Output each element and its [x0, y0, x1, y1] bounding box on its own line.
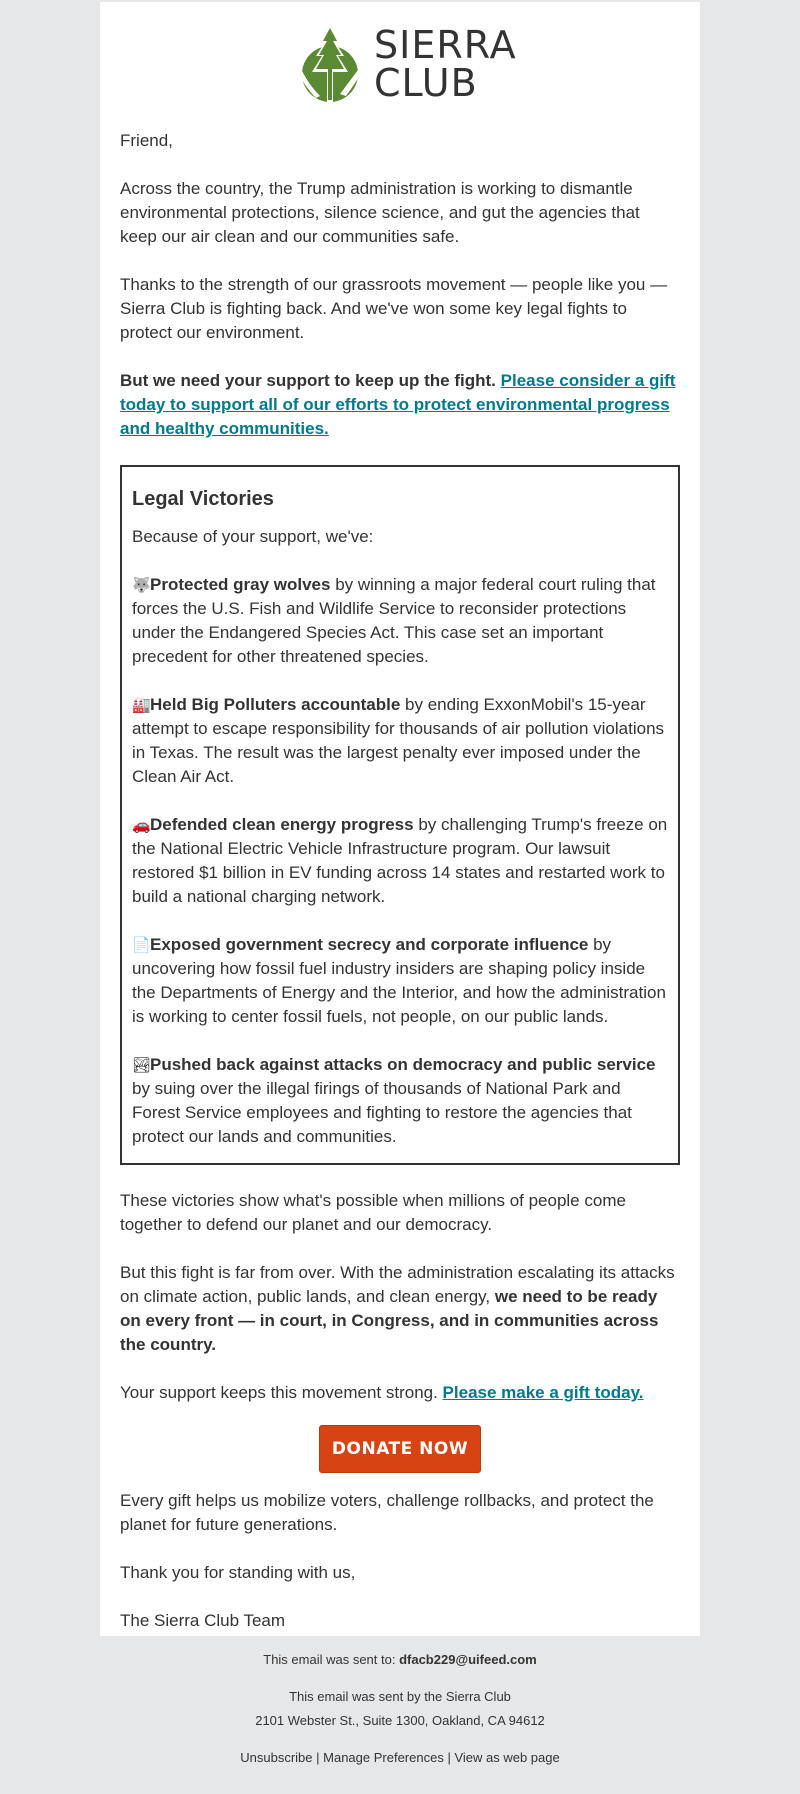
donate-now-button[interactable]: DONATE NOW: [319, 1425, 481, 1473]
paragraph-fight: But this fight is far from over. With the administration escalating its attacks on climate action, public lands, and clean energy, we need to be ready on every front — in court, in Congress, and in communities across the country.: [120, 1263, 675, 1354]
victory-item: [132, 693, 668, 789]
email-card: [100, 2, 700, 1636]
victory-text: by winning a major federal court ruling that forces the U.S. Fish and Wildlife Service to reconsider protections under the Endangered Species Act. This case set an important precedent for other threatened species.: [132, 575, 656, 666]
mailing-address: 2101 Webster St., Suite 1300, Oakland, CA 94612: [255, 1713, 545, 1728]
victory-text: by suing over the illegal firings of thousands of National Park and Forest Service employees and fighting to restore the agencies that protect our lands and communities.: [132, 1079, 632, 1146]
car-icon: 🚗: [132, 816, 151, 834]
gift-link[interactable]: Please consider a gift today to support all of our efforts to protect environmental progress and healthy communities.: [120, 371, 676, 438]
fight-bold: we need to be ready on every front — in court, in Congress, and in communities across the country.: [120, 1287, 659, 1354]
paragraph-grassroots: Thanks to the strength of our grassroots movement — people like you — Sierra Club is fighting back. And we've won some key legal fights to protect our environment.: [120, 275, 668, 342]
paragraph-victories-show: These victories show what's possible when millions of people come together to defend our planet and our democracy.: [120, 1191, 626, 1234]
document-icon: 📄: [132, 936, 151, 954]
victory-bold: Defended clean energy progress: [150, 815, 414, 834]
greeting: Friend,: [120, 131, 173, 150]
signature: The Sierra Club Team: [120, 1611, 286, 1630]
view-web-page-link[interactable]: View as web page: [454, 1750, 560, 1765]
victory-item: [132, 813, 668, 909]
signoff: Thank you for standing with us,: [120, 1563, 356, 1582]
sent-by-line: This email was sent by the Sierra Club: [289, 1689, 511, 1704]
paragraph-appeal: [120, 369, 680, 441]
sierra-club-logo[interactable]: [290, 22, 517, 105]
unsubscribe-link[interactable]: Unsubscribe: [240, 1750, 313, 1765]
victory-text: by uncovering how fossil fuel industry insiders are shaping policy inside the Departments of Energy and the Interior, and how the administration is working to center fossil fuels, not people, on our public lands.: [132, 935, 666, 1026]
logo-text-line1: SIERRA: [374, 23, 517, 67]
victory-bold: Pushed back against attacks on democracy and public service: [150, 1055, 656, 1074]
wolf-icon: 🐺: [132, 576, 151, 594]
appeal-bold: But we need your support to keep up the fight.: [120, 371, 496, 390]
landscape-icon: 🏞: [132, 1056, 152, 1074]
victory-item: [132, 1053, 668, 1149]
victory-bold: Protected gray wolves: [150, 575, 331, 594]
email-body: [120, 129, 680, 1657]
victory-text: by challenging Trump's freeze on the National Electric Vehicle Infrastructure program. Our lawsuit restored $1 billion in EV funding across 14 states and restarted work to build a national charging network.: [132, 815, 668, 906]
logo-text-line2: CLUB: [374, 61, 478, 105]
email-footer: [100, 1648, 700, 1770]
legal-victories-box: [120, 465, 680, 1165]
paragraph-support: Your support keeps this movement strong. Please make a gift today.: [120, 1383, 644, 1402]
victories-title: Legal Victories: [132, 488, 274, 510]
victory-text: by ending ExxonMobil's 15-year attempt to escape responsibility for thousands of air pollution violations in Texas. The result was the largest penalty ever imposed under the Clean Air Act.: [132, 695, 665, 786]
victory-item: [132, 573, 668, 669]
victory-bold: Exposed government secrecy and corporate influence: [150, 935, 589, 954]
tree-emblem-icon: [290, 22, 374, 104]
sent-to-line: This email was sent to: dfacb229@uifeed.com: [263, 1652, 537, 1667]
victory-item: [132, 933, 668, 1029]
manage-preferences-link[interactable]: Manage Preferences: [323, 1750, 444, 1765]
victory-bold: Held Big Polluters accountable: [150, 695, 401, 714]
paragraph-intro: Across the country, the Trump administration is working to dismantle environmental protections, silence science, and gut the agencies that keep our air clean and our communities safe.: [120, 179, 640, 246]
victories-intro: Because of your support, we've:: [132, 527, 374, 546]
factory-icon: 🏭: [132, 696, 151, 714]
recipient-email: dfacb229@uifeed.com: [399, 1652, 537, 1667]
make-gift-link[interactable]: Please make a gift today.: [442, 1383, 644, 1402]
footer-links: Unsubscribe | Manage Preferences | View as web page: [240, 1750, 560, 1765]
paragraph-every-gift: Every gift helps us mobilize voters, challenge rollbacks, and protect the planet for future generations.: [120, 1491, 654, 1534]
